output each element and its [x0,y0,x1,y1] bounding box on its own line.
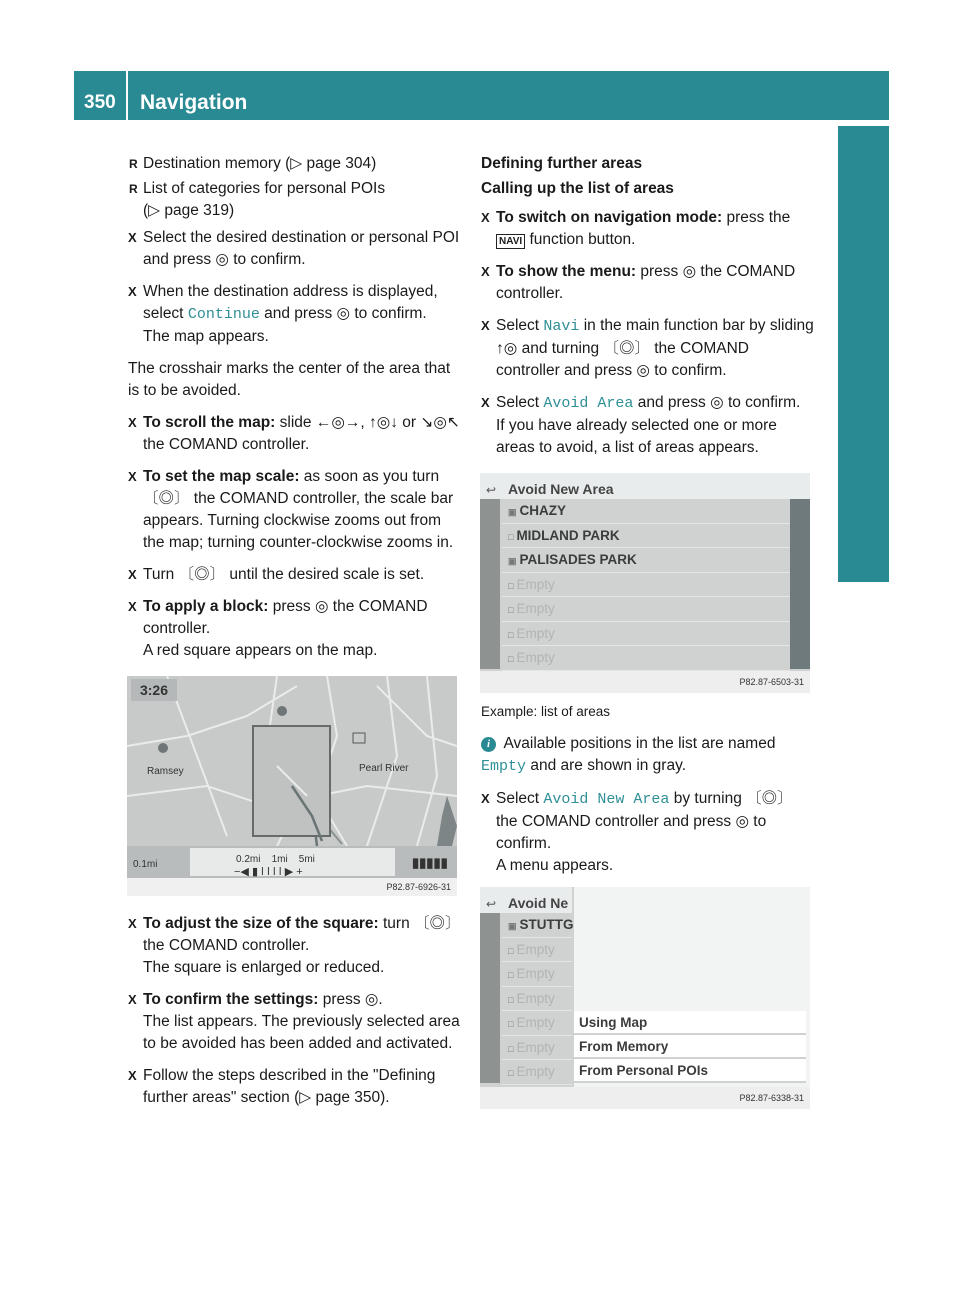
list-item-label: MIDLAND PARK [516,527,620,543]
step-text: When the destination address is displayed, select [143,283,438,322]
step-text: Select the desired destination or personal POI and press ◎ to confirm. [143,229,460,268]
list-item[interactable] [502,1011,572,1036]
list-item[interactable] [502,597,790,622]
avoid-new-area-menu-screenshot [480,887,810,1109]
scale-bar[interactable] [190,848,395,876]
list-item-label: PALISADES PARK [519,552,637,567]
step-marker: X [128,567,137,582]
step-text: Follow the steps described in the "Defining further areas" section (▷ page 350). [143,1067,436,1106]
figure-caption: Example: list of areas [481,704,611,719]
step-marker: X [128,469,137,484]
step-marker: X [481,264,490,279]
list-item-label: Empty [516,576,555,592]
step-text: Select [496,317,540,334]
step-result: A menu appears. [496,857,614,874]
list-item-label: Empty [516,966,555,981]
step-text: press the [726,209,791,226]
list-item[interactable] [502,646,790,671]
step-text: press ◎. [322,991,383,1008]
right-column [481,153,814,1109]
step-item [481,261,814,305]
signal-icon: ▮▮▮▮▮ [412,855,448,870]
map-place-label: Pearl River [359,763,409,774]
page-header [74,71,889,120]
map-place-label: Ramsey [147,766,184,777]
list-item[interactable] [502,938,572,963]
menu-item-from-personal-pois[interactable]: From Personal POIs [574,1059,806,1083]
menu-term: Avoid New Area [543,791,670,808]
step-result: The list appears. The previously selected area to be avoided has been added and activated. [143,1013,460,1052]
checkbox-icon: □ [508,994,514,1005]
menu-term: Empty [481,758,527,775]
step-marker: X [128,916,137,931]
step-marker: X [481,210,490,225]
list-item[interactable] [502,913,572,938]
checkbox-icon: ▣ [508,556,517,566]
list-item-label: STUTTG [519,917,574,932]
map-clock: 3:26 [131,679,177,701]
step-text: press ◎ the COMAND controller. [496,263,796,302]
back-icon: ↩ [486,483,497,497]
menu-item-from-memory[interactable]: From Memory [574,1035,806,1059]
step-label: To switch on navigation mode: [496,209,723,226]
checkbox-icon: □ [508,531,514,542]
step-text: in the main function bar by sliding ↑◎ and turning 〔◎〕 the COMAND controller and press ◎ to confirm. [496,317,814,379]
list-item[interactable] [502,573,790,598]
map-screenshot [127,676,457,896]
chapter-title: Navigation [140,91,248,114]
image-code: P82.87-6338-31 [480,1087,810,1109]
screen-title: Avoid Ne [508,895,569,911]
list-item-label: Empty [516,941,555,957]
step-item [481,788,814,877]
list-item[interactable] [502,548,790,573]
list-item-label: Empty [516,601,555,616]
list-item-label: Empty [516,1015,555,1030]
menu-term: Avoid Area [543,395,634,412]
area-list [502,499,790,671]
step-label: To apply a block: [143,598,269,615]
checkbox-icon: □ [508,1068,514,1078]
step-item [128,913,461,979]
list-item-label: CHAZY [519,503,567,518]
list-item-label: Empty [516,990,555,1006]
list-item-label: Empty [516,650,555,665]
left-rail [480,913,500,1083]
step-item [128,412,461,456]
step-result: If you have already selected one or more areas to avoid, a list of areas appears. [496,417,777,456]
step-marker: X [128,415,137,430]
avoid-area-list-screenshot [480,473,810,693]
step-text: slide ←◎→, ↑◎↓ or ↘◎↖ the COMAND controller. [143,414,460,453]
step-text: press ◎ the COMAND controller. [143,598,428,637]
navi-button-symbol: NAVI [496,234,525,249]
step-item [128,466,461,554]
step-result: The square is enlarged or reduced. [143,959,385,976]
info-note [481,733,814,778]
step-label: To scroll the map: [143,414,276,431]
screen-title-bar [480,887,572,913]
list-item-label: Empty [516,1064,555,1079]
step-text: Select [496,790,540,807]
page-number: 350 [84,92,116,113]
info-text: and are shown in gray. [530,757,686,774]
left-column [128,153,461,1119]
bullet-text: Destination memory (▷ page 304) [143,155,377,172]
map-scale-readout: 0.1mi [133,859,158,870]
list-item[interactable] [502,987,572,1012]
step-label: To adjust the size of the square: [143,915,379,932]
image-code: P82.87-6926-31 [127,878,457,896]
checkbox-icon: ▣ [508,507,517,517]
bullet-text: List of categories for personal POIs [143,180,386,197]
area-list [502,913,572,1085]
header-divider [126,71,128,120]
checkbox-icon: □ [508,1019,514,1029]
section-heading: Defining further areas [481,155,643,172]
step-item [128,564,461,586]
avoid-options-menu [574,1011,806,1083]
step-text: function button. [529,231,636,248]
info-text: Available positions in the list are named [503,735,776,752]
step-text: turn 〔◎〕 the COMAND controller. [143,915,461,954]
side-tab-label: COMAND [922,441,947,546]
step-label: To confirm the settings: [143,991,319,1008]
list-item[interactable] [502,524,790,549]
step-result: The map appears. [143,328,269,345]
step-marker: X [481,791,490,806]
step-text: and press ◎ to confirm. [637,394,801,411]
menu-term: Continue [187,306,260,323]
step-item [481,207,814,251]
list-item[interactable] [502,622,790,647]
checkbox-icon: □ [508,945,514,956]
list-item-label: Empty [516,625,555,641]
step-marker: X [128,230,137,245]
side-tab [838,126,947,582]
menu-term: Navi [543,318,580,335]
bullet-item [128,178,461,222]
screen-title: Avoid New Area [508,481,614,497]
list-item[interactable] [502,499,790,524]
checkbox-icon: □ [508,580,514,591]
step-result: A red square appears on the map. [143,642,378,659]
scale-options: 0.2mi 1mi 5mi [236,854,315,865]
bullet-text-cont: (▷ page 319) [143,202,235,219]
list-item[interactable] [502,962,572,987]
step-marker: X [128,1068,137,1083]
step-marker: X [481,395,490,410]
back-icon: ↩ [486,897,497,911]
scale-slider-icon: −◀ ▮ ǀ ǀ ǀ ǀ ▶ + [234,866,303,878]
step-item [481,392,814,459]
step-text: Select [496,394,540,411]
step-item [128,1065,461,1109]
checkbox-icon: □ [508,1043,514,1054]
step-text: by turning 〔◎〕 the COMAND controller and press ◎ to confirm. [496,790,793,852]
checkbox-icon: □ [508,629,514,640]
info-icon: i [481,737,496,752]
subsection-heading: Calling up the list of areas [481,180,674,197]
list-item[interactable] [502,1036,572,1061]
step-marker: X [128,992,137,1007]
paragraph: The crosshair marks the center of the area that is to be avoided. [128,360,451,399]
step-marker: X [128,599,137,614]
step-item [128,227,461,271]
right-rail [790,499,810,669]
step-marker: X [128,284,137,299]
step-marker: X [481,318,490,333]
checkbox-icon: ▣ [508,921,517,931]
step-item [128,281,461,348]
step-label: To show the menu: [496,263,637,280]
checkbox-icon: □ [508,654,514,664]
step-text: and press ◎ to confirm. [264,305,427,322]
step-item [481,315,814,382]
step-text: Turn 〔◎〕 until the desired scale is set. [143,566,425,583]
left-rail [480,499,500,669]
checkbox-icon: □ [508,970,514,980]
step-item [128,989,461,1055]
image-code: P82.87-6503-31 [480,671,810,693]
step-text: as soon as you turn 〔◎〕 the COMAND controller, the scale bar appears. Turning clockwise zooms out from the map; turning counter-clockwise zooms in. [143,468,454,551]
bullet-item [128,153,461,175]
list-item[interactable] [502,1060,572,1085]
checkbox-icon: □ [508,605,514,615]
step-item [128,596,461,662]
list-item-label: Empty [516,1039,555,1055]
menu-item-using-map[interactable]: Using Map [574,1011,806,1035]
screen-title-bar [480,473,810,499]
step-label: To set the map scale: [143,468,300,485]
